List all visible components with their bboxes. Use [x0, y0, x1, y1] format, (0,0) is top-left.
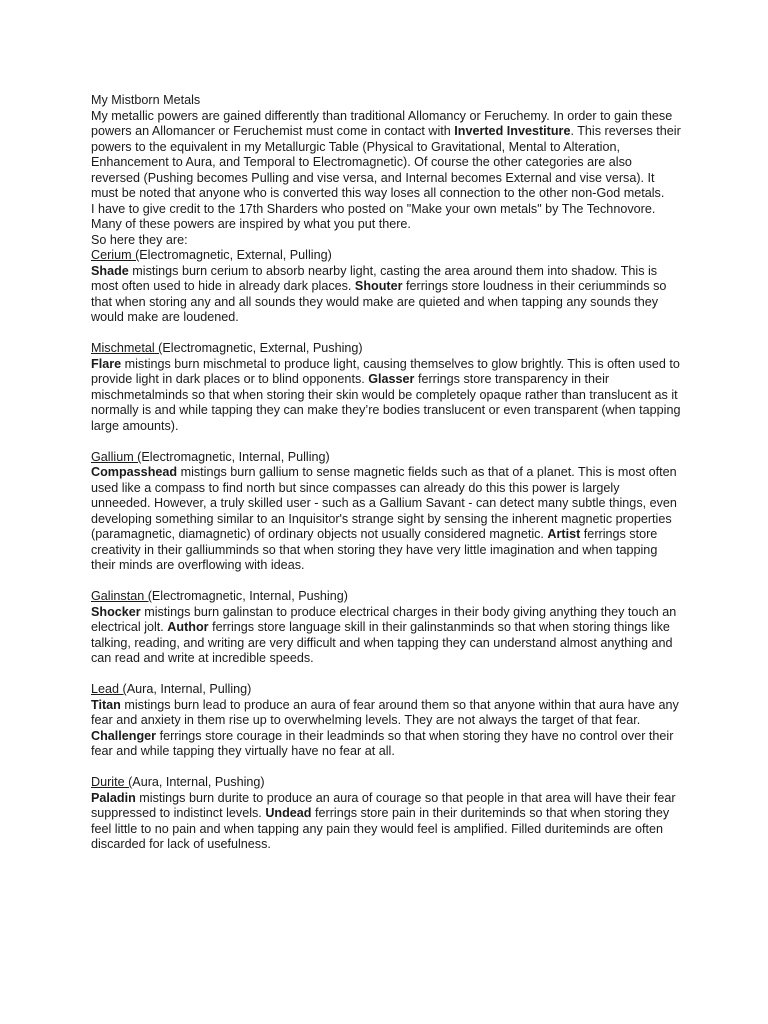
metal-text: ferrings store creativity in their galliumminds so that when storing they have very little imagination and when tapping their minds are overflowing with ideas. — [91, 527, 658, 572]
metal-description — [91, 465, 681, 574]
allomancer-title: Flare — [91, 356, 122, 371]
metal-name: Cerium ( — [91, 248, 140, 262]
allomancer-title: Titan — [91, 697, 121, 712]
metal-description — [91, 698, 681, 760]
metal-meta: Electromagnetic, Internal, Pulling) — [141, 449, 330, 464]
metal-text: mistings burn cerium to absorb nearby light, casting the area around them into shadow. This is most often used to hide in already dark places. — [91, 263, 658, 293]
metal-description — [91, 791, 681, 853]
metal-heading — [91, 248, 681, 264]
metal-meta: Electromagnetic, External, Pulling) — [139, 248, 332, 262]
metal-name: Gallium ( — [91, 449, 142, 464]
lead-in-paragraph: So here they are: — [91, 232, 188, 247]
allomancer-title: Compasshead — [91, 465, 178, 479]
metal-text: mistings burn galinstan to produce electrical charges in their body giving anything they touch an electrical jolt. — [91, 604, 677, 634]
metal-heading — [91, 682, 681, 698]
metal-meta: Aura, Internal, Pushing) — [132, 775, 265, 789]
metal-heading — [91, 450, 681, 466]
document-title: My Mistborn Metals — [91, 93, 201, 107]
allomancer-title: Shocker — [91, 604, 141, 619]
metal-name: Mischmetal ( — [91, 341, 163, 355]
metal-heading — [91, 341, 681, 357]
metal-text: mistings burn lead to produce an aura of fear around them so that anyone within that aura have any fear and anxiety in them rise up to overwhelming levels. They are not always the target of that fear. — [91, 697, 679, 727]
intro-paragraph — [91, 109, 681, 202]
metal-heading — [91, 589, 681, 605]
metal-section-gallium — [91, 450, 681, 574]
metal-meta: Electromagnetic, Internal, Pushing) — [151, 589, 348, 603]
metal-text: mistings burn mischmetal to produce light, causing themselves to glow brightly. This is often used to provide light in dark places or to blind opponents. — [91, 356, 680, 386]
metal-description — [91, 605, 681, 667]
metal-description — [91, 264, 681, 326]
allomancer-title: Paladin — [91, 790, 136, 805]
metal-name: Lead ( — [91, 682, 127, 696]
metal-section-mischmetal — [91, 341, 681, 434]
metal-heading — [91, 775, 681, 791]
metal-section-lead — [91, 682, 681, 760]
metal-meta: Aura, Internal, Pulling) — [126, 682, 252, 696]
document-page — [91, 93, 681, 868]
metal-text: ferrings store courage in their leadminds so that when storing they have no control over their fear and while tapping they virtually have no fear at all. — [91, 728, 674, 758]
metal-text: ferrings store language skill in their galinstanminds so that when storing things like talking, reading, and writing are very difficult and when tapping they can understand almost anything and can read and write at incredible speeds. — [91, 620, 673, 665]
feruchemist-title: Shouter — [354, 279, 403, 293]
credit-paragraph: I have to give credit to the 17th Sharders who posted on "Make your own metals" by The Technovore. Many of these powers are inspired by what you put there. — [91, 201, 656, 231]
metal-text: ferrings store transparency in their mischmetalminds so that when storing their skin would be completely opaque rather than translucent as it normally is and while tapping they can make they’re bodies translucent or even transparent (when tapping large amounts). — [91, 372, 681, 433]
metal-section-durite — [91, 775, 681, 853]
inverted-investiture-term: Inverted Investiture — [454, 124, 571, 138]
feruchemist-title: Artist — [547, 527, 581, 541]
metal-meta: Electromagnetic, External, Pushing) — [162, 341, 363, 355]
feruchemist-title: Undead — [265, 806, 312, 820]
metal-section-cerium — [91, 248, 681, 326]
metal-text: ferrings store loudness in their ceriumminds so that when storing any and all sounds they would make are quieted and when tapping any sounds they would make are loudened. — [91, 279, 667, 324]
metal-text: mistings burn durite to produce an aura of courage so that people in that area will have their fear suppressed to indistinct levels. — [91, 790, 676, 820]
feruchemist-title: Challenger — [91, 728, 157, 743]
metal-section-galinstan — [91, 589, 681, 667]
metal-text: ferrings store pain in their duriteminds so that when storing they feel little to no pain and when tapping any pain they would feel is amplified. Filled duriteminds are often discarded for lack of usefulness. — [91, 806, 670, 851]
allomancer-title: Shade — [91, 263, 129, 278]
metal-description — [91, 357, 681, 435]
intro-text-2: . This reverses their powers to the equivalent in my Metallurgic Table (Physical to Gravitational, Mental to Alteration, Enhancement to Aura, and Temporal to Electromagnetic). Of course the other categories are also reversed (Pushing becomes Pulling and vise versa, and Internal becomes External and vise versa). It must be noted that anyone who is converted this way loses all connection to the other non-God metals. — [91, 124, 681, 200]
metal-name: Galinstan ( — [91, 589, 152, 603]
feruchemist-title: Glasser — [368, 372, 415, 386]
metal-text: mistings burn gallium to sense magnetic fields such as that of a planet. This is most often used like a compass to find north but since compasses can already do this this power is largely unneeded. However, a truly skilled user - such as a Gallium Savant - can detect many subtle things, even developing something similar to an Inquisitor's strange sight by sensing the inherent magnetic properties (paramagnetic, diamagnetic) of ordinary objects not usually considered magnetic. — [91, 465, 677, 541]
feruchemist-title: Author — [167, 620, 209, 634]
intro-text-1: My metallic powers are gained differently than traditional Allomancy or Feruchemy. In order to gain these powers an Allomancer or Feruchemist must come in contact with — [91, 108, 673, 138]
metal-name: Durite ( — [91, 775, 133, 789]
